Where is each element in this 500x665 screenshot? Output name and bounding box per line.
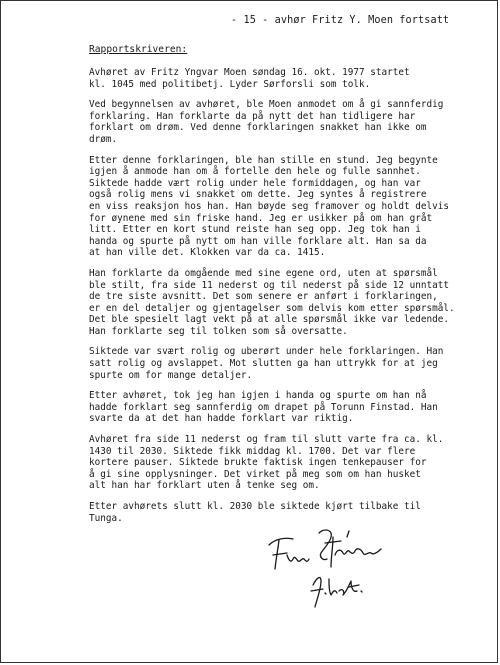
page-header: - 15 - avhør Fritz Y. Moen fortsatt [231, 15, 450, 26]
text-line: forklaring. Han forklarte da på nytt det han tidligere har [89, 110, 416, 122]
text-line: handa og spurte på nytt om han ville forklare alt. Han sa da [89, 235, 427, 247]
text-line: alt han har forklart uten å tenke seg om. [89, 480, 320, 492]
text-line: Etter avhøret, tok jeg han igjen i handa og spurte om han nå [89, 390, 427, 402]
text-line: igjen å anmode han om å fortelle den hele og fulle sannhet. [89, 166, 421, 178]
text-line: Avhøret fra side 11 nederst og fram til slutt varte fra ca. kl. [89, 434, 444, 446]
text-line: at han ville det. Klokken var da ca. 1415. [89, 247, 326, 259]
text-line: er en del detaljer og gjentagelser som delvis kom etter spørsmål. [89, 302, 455, 314]
section-title: Rapportskriveren: [89, 44, 188, 55]
text-line: Etter avhørets slutt kl. 2030 ble siktede kjørt tilbake til [89, 501, 421, 512]
text-line: Ved begynnelsen av avhøret, ble Moen anmodet om å gi sannferdig [89, 99, 444, 111]
paragraph-4 [89, 268, 489, 338]
handwritten-signature [263, 519, 393, 614]
paragraph-5 [89, 346, 489, 381]
text-line: en viss reaksjon hos han. Han bøyde seg framover og holdt delvis [89, 200, 450, 212]
text-line: kortere pauser. Siktede brukte faktisk ingen tenkepauser for [89, 457, 427, 469]
text-line: ble stilt, fra side 11 nederst og til nederst på side 12 unntatt [89, 279, 450, 291]
text-line: satt rolig og avslappet. Mot slutten ga han uttrykk for at jeg [89, 358, 438, 370]
paragraph-2 [89, 99, 489, 145]
text-line: Siktede var svært rolig og uberørt under hele forklaringen. Han [89, 346, 444, 358]
paragraph-3 [89, 155, 489, 259]
text-line: forklart om drøm. Ved denne forklaringen snakket han ikke om [89, 122, 427, 134]
text-line: drøm. [89, 133, 118, 145]
text-line: 1430 til 2030. Siktede fikk middag kl. 1700. Det var flere [89, 445, 416, 457]
text-line: også rolig mens vi snakket om dette. Jeg syntes å registrere [89, 189, 427, 201]
text-line: Det ble spesielt lagt vekt på at alle spørsmål ikke var ledende. [89, 314, 450, 326]
text-line: hadde forklart seg sannferdig om drapet på Torunn Finstad. Han [89, 401, 438, 413]
text-line: Etter denne forklaringen, ble han stille en stund. Jeg begynte [89, 154, 438, 166]
text-line: de tre siste avsnitt. Det som senere er anført i forklaringen, [89, 291, 438, 303]
signature-graphic [263, 519, 393, 614]
text-line: kl. 1045 med politibetj. Lyder Sørforsli som tolk. [89, 78, 371, 90]
text-line: Avhøret av Fritz Yngvar Moen søndag 16. okt. 1977 startet [89, 67, 410, 78]
text-line: svarte da at det han hadde forklart var riktig. [89, 413, 354, 425]
text-line: litt. Etter en kort stund reiste han seg opp. Jeg tok han i [89, 224, 421, 236]
paragraph-7 [89, 434, 489, 492]
paragraph-6 [89, 390, 489, 425]
text-line: Han forklarte da omgående med sine egene ord, uten at spørsmål [89, 267, 438, 279]
text-line: Siktede hadde vært rolig under hele formiddagen, og han var [89, 177, 421, 189]
text-line: Tunga. [89, 512, 123, 524]
text-line: spurte om for mange detaljer. [89, 369, 253, 381]
report-body [89, 67, 489, 533]
paragraph-1 [89, 67, 489, 90]
text-line: å gi sine opplysninger. Det virket på meg som om han husket [89, 468, 421, 480]
text-line: Han forklarte seg til tolken som så oversatte. [89, 325, 348, 337]
text-line: for øynene med sin friske hand. Jeg er usikker på om han gråt [89, 212, 433, 224]
